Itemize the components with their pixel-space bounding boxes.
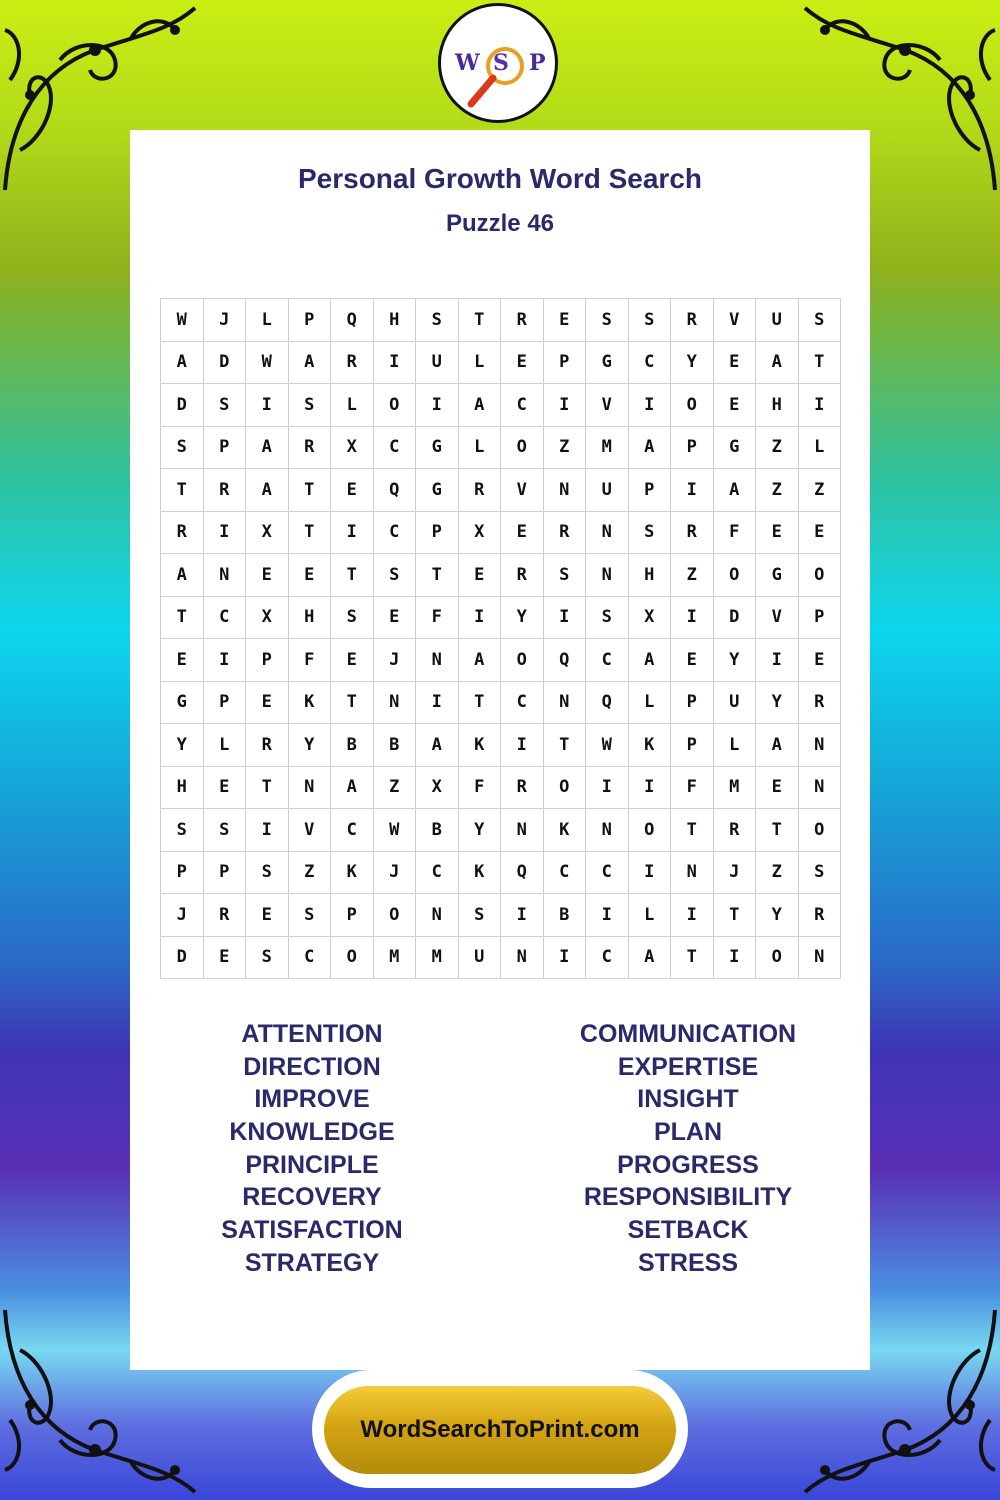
word-item: PRINCIPLE: [245, 1150, 379, 1179]
grid-cell[interactable]: I: [501, 724, 544, 767]
grid-cell[interactable]: Z: [756, 469, 799, 512]
grid-cell[interactable]: T: [289, 469, 332, 512]
grid-cell[interactable]: N: [799, 937, 842, 980]
grid-cell[interactable]: R: [501, 767, 544, 810]
grid-cell[interactable]: R: [204, 469, 247, 512]
grid-cell[interactable]: O: [756, 937, 799, 980]
grid-cell[interactable]: I: [671, 469, 714, 512]
word-item: COMMUNICATION: [579, 1020, 797, 1048]
grid-cell[interactable]: O: [799, 809, 842, 852]
grid-cell[interactable]: S: [459, 894, 502, 937]
grid-cell[interactable]: A: [289, 342, 332, 385]
grid-cell[interactable]: M: [416, 937, 459, 980]
grid-cell[interactable]: R: [671, 512, 714, 555]
grid-cell[interactable]: E: [714, 342, 757, 385]
grid-cell[interactable]: T: [799, 342, 842, 385]
grid-cell[interactable]: I: [799, 384, 842, 427]
grid-cell[interactable]: T: [331, 554, 374, 597]
grid-cell[interactable]: I: [671, 894, 714, 937]
grid-cell[interactable]: E: [374, 597, 417, 640]
grid-cell[interactable]: C: [501, 384, 544, 427]
grid-cell[interactable]: Y: [714, 639, 757, 682]
grid-cell[interactable]: A: [756, 724, 799, 767]
grid-cell[interactable]: W: [586, 724, 629, 767]
grid-cell[interactable]: T: [714, 894, 757, 937]
grid-cell[interactable]: X: [246, 597, 289, 640]
grid-cell[interactable]: T: [544, 724, 587, 767]
grid-cell[interactable]: C: [374, 427, 417, 470]
grid-cell[interactable]: G: [756, 554, 799, 597]
grid-cell[interactable]: C: [416, 852, 459, 895]
grid-cell[interactable]: B: [416, 809, 459, 852]
word-item: PROGRESS: [617, 1150, 759, 1179]
grid-cell[interactable]: H: [374, 299, 417, 342]
grid-cell[interactable]: A: [331, 767, 374, 810]
letter-grid[interactable]: [160, 298, 841, 979]
grid-cell[interactable]: I: [714, 937, 757, 980]
grid-cell[interactable]: D: [204, 342, 247, 385]
grid-cell[interactable]: V: [501, 469, 544, 512]
wsp-logo[interactable]: [438, 3, 558, 123]
magnifier-icon: [463, 36, 543, 116]
grid-cell[interactable]: R: [799, 682, 842, 725]
grid-cell[interactable]: Y: [459, 809, 502, 852]
grid-cell[interactable]: S: [331, 597, 374, 640]
grid-cell[interactable]: J: [204, 299, 247, 342]
grid-cell[interactable]: E: [756, 512, 799, 555]
grid-cell[interactable]: P: [289, 299, 332, 342]
grid-cell[interactable]: A: [629, 427, 672, 470]
grid-cell[interactable]: M: [714, 767, 757, 810]
grid-cell[interactable]: I: [374, 342, 417, 385]
grid-cell[interactable]: T: [416, 554, 459, 597]
grid-cell[interactable]: S: [374, 554, 417, 597]
page-title: Personal Growth Word Search: [297, 163, 703, 194]
grid-cell[interactable]: N: [204, 554, 247, 597]
grid-cell[interactable]: N: [501, 937, 544, 980]
grid-cell[interactable]: H: [629, 554, 672, 597]
grid-cell[interactable]: K: [629, 724, 672, 767]
word-item: STRESS: [637, 1248, 739, 1277]
grid-cell[interactable]: N: [586, 554, 629, 597]
grid-cell[interactable]: T: [671, 937, 714, 980]
grid-cell[interactable]: C: [586, 639, 629, 682]
grid-cell[interactable]: A: [246, 469, 289, 512]
grid-cell[interactable]: P: [671, 724, 714, 767]
grid-cell[interactable]: A: [459, 384, 502, 427]
grid-cell[interactable]: T: [756, 809, 799, 852]
grid-cell[interactable]: I: [629, 852, 672, 895]
grid-cell[interactable]: Q: [374, 469, 417, 512]
grid-cell[interactable]: I: [204, 639, 247, 682]
grid-cell[interactable]: I: [629, 384, 672, 427]
grid-cell[interactable]: S: [289, 384, 332, 427]
grid-cell[interactable]: S: [204, 384, 247, 427]
grid-cell[interactable]: W: [374, 809, 417, 852]
grid-cell[interactable]: Z: [544, 427, 587, 470]
grid-cell[interactable]: P: [671, 427, 714, 470]
grid-cell[interactable]: A: [629, 937, 672, 980]
word-item: ATTENTION: [241, 1020, 383, 1048]
grid-cell[interactable]: A: [714, 469, 757, 512]
grid-cell[interactable]: E: [799, 639, 842, 682]
grid-cell[interactable]: O: [671, 384, 714, 427]
grid-cell[interactable]: E: [246, 894, 289, 937]
grid-cell[interactable]: I: [416, 384, 459, 427]
grid-cell[interactable]: E: [756, 767, 799, 810]
grid-cell[interactable]: L: [204, 724, 247, 767]
grid-cell[interactable]: E: [204, 767, 247, 810]
grid-cell[interactable]: I: [544, 597, 587, 640]
grid-cell[interactable]: N: [289, 767, 332, 810]
grid-cell[interactable]: R: [161, 512, 204, 555]
grid-cell[interactable]: H: [161, 767, 204, 810]
grid-cell[interactable]: R: [544, 512, 587, 555]
grid-cell[interactable]: I: [629, 767, 672, 810]
grid-cell[interactable]: E: [331, 639, 374, 682]
grid-cell[interactable]: T: [246, 767, 289, 810]
grid-cell[interactable]: N: [671, 852, 714, 895]
grid-cell[interactable]: P: [544, 342, 587, 385]
word-list-left-column: [162, 1018, 462, 1280]
grid-cell[interactable]: J: [161, 894, 204, 937]
grid-cell[interactable]: C: [544, 852, 587, 895]
word-item: INSIGHT: [637, 1085, 739, 1114]
grid-cell[interactable]: Z: [671, 554, 714, 597]
grid-cell[interactable]: I: [501, 894, 544, 937]
grid-cell[interactable]: I: [416, 682, 459, 725]
grid-cell[interactable]: E: [714, 384, 757, 427]
grid-cell[interactable]: S: [799, 299, 842, 342]
grid-cell[interactable]: J: [374, 639, 417, 682]
grid-cell[interactable]: Y: [756, 682, 799, 725]
grid-cell[interactable]: Y: [671, 342, 714, 385]
grid-cell[interactable]: P: [204, 427, 247, 470]
grid-cell[interactable]: O: [374, 894, 417, 937]
word-item: DIRECTION: [243, 1052, 381, 1081]
grid-cell[interactable]: P: [161, 852, 204, 895]
logo-letter-s: S: [493, 50, 509, 76]
grid-cell[interactable]: R: [246, 724, 289, 767]
grid-cell[interactable]: F: [714, 512, 757, 555]
grid-cell[interactable]: B: [544, 894, 587, 937]
grid-cell[interactable]: K: [459, 852, 502, 895]
grid-cell[interactable]: G: [161, 682, 204, 725]
grid-cell[interactable]: S: [246, 852, 289, 895]
grid-cell[interactable]: N: [501, 809, 544, 852]
grid-cell[interactable]: X: [331, 427, 374, 470]
grid-cell[interactable]: R: [671, 299, 714, 342]
grid-cell[interactable]: Q: [586, 682, 629, 725]
grid-cell[interactable]: W: [246, 342, 289, 385]
grid-cell[interactable]: Z: [756, 852, 799, 895]
grid-cell[interactable]: I: [246, 809, 289, 852]
grid-cell[interactable]: X: [246, 512, 289, 555]
word-item: PLAN: [653, 1118, 723, 1147]
grid-cell[interactable]: L: [629, 682, 672, 725]
grid-cell[interactable]: R: [331, 342, 374, 385]
grid-cell[interactable]: O: [799, 554, 842, 597]
grid-cell[interactable]: R: [714, 809, 757, 852]
grid-cell[interactable]: C: [586, 937, 629, 980]
grid-cell[interactable]: K: [289, 682, 332, 725]
grid-cell[interactable]: X: [629, 597, 672, 640]
grid-cell[interactable]: M: [586, 427, 629, 470]
grid-cell[interactable]: L: [714, 724, 757, 767]
grid-cell[interactable]: I: [459, 597, 502, 640]
grid-cell[interactable]: Q: [544, 639, 587, 682]
grid-cell[interactable]: O: [544, 767, 587, 810]
grid-cell[interactable]: E: [246, 554, 289, 597]
grid-cell[interactable]: N: [799, 724, 842, 767]
grid-cell[interactable]: P: [331, 894, 374, 937]
grid-cell[interactable]: T: [161, 597, 204, 640]
grid-cell[interactable]: X: [416, 767, 459, 810]
grid-cell[interactable]: R: [799, 894, 842, 937]
grid-cell[interactable]: V: [714, 299, 757, 342]
grid-cell[interactable]: T: [331, 682, 374, 725]
grid-cell[interactable]: S: [416, 299, 459, 342]
grid-cell[interactable]: V: [756, 597, 799, 640]
word-list-right-column: [538, 1018, 838, 1280]
grid-cell[interactable]: O: [501, 639, 544, 682]
grid-cell[interactable]: E: [459, 554, 502, 597]
grid-cell[interactable]: K: [331, 852, 374, 895]
grid-cell[interactable]: S: [161, 809, 204, 852]
grid-cell[interactable]: N: [586, 512, 629, 555]
grid-cell[interactable]: Y: [161, 724, 204, 767]
grid-cell[interactable]: N: [416, 639, 459, 682]
grid-cell[interactable]: D: [714, 597, 757, 640]
grid-cell[interactable]: C: [289, 937, 332, 980]
grid-cell[interactable]: Y: [289, 724, 332, 767]
grid-cell[interactable]: K: [544, 809, 587, 852]
grid-cell[interactable]: N: [374, 682, 417, 725]
grid-cell[interactable]: B: [331, 724, 374, 767]
grid-cell[interactable]: V: [289, 809, 332, 852]
grid-cell[interactable]: L: [459, 342, 502, 385]
grid-cell[interactable]: S: [629, 512, 672, 555]
grid-cell[interactable]: Z: [756, 427, 799, 470]
word-item: STRATEGY: [244, 1248, 380, 1277]
logo-letter-w: W: [455, 50, 480, 76]
grid-cell[interactable]: I: [756, 639, 799, 682]
grid-cell[interactable]: I: [544, 384, 587, 427]
grid-cell[interactable]: Z: [374, 767, 417, 810]
grid-cell[interactable]: C: [629, 342, 672, 385]
grid-cell[interactable]: P: [629, 469, 672, 512]
grid-cell[interactable]: Q: [331, 299, 374, 342]
grid-cell[interactable]: I: [204, 512, 247, 555]
grid-cell[interactable]: I: [586, 894, 629, 937]
grid-cell[interactable]: E: [331, 469, 374, 512]
grid-cell[interactable]: E: [161, 639, 204, 682]
grid-cell[interactable]: A: [161, 554, 204, 597]
grid-cell[interactable]: C: [331, 809, 374, 852]
grid-cell[interactable]: F: [416, 597, 459, 640]
grid-cell[interactable]: A: [246, 427, 289, 470]
grid-cell[interactable]: S: [246, 937, 289, 980]
grid-cell[interactable]: C: [501, 682, 544, 725]
site-link-wrapper: [312, 1370, 688, 1488]
grid-cell[interactable]: H: [756, 384, 799, 427]
grid-cell[interactable]: B: [374, 724, 417, 767]
grid-cell[interactable]: S: [586, 299, 629, 342]
grid-cell[interactable]: A: [161, 342, 204, 385]
grid-cell[interactable]: K: [459, 724, 502, 767]
grid-cell[interactable]: E: [671, 639, 714, 682]
grid-cell[interactable]: L: [331, 384, 374, 427]
grid-cell[interactable]: U: [459, 937, 502, 980]
grid-cell[interactable]: I: [246, 384, 289, 427]
grid-cell[interactable]: O: [501, 427, 544, 470]
grid-cell[interactable]: I: [544, 937, 587, 980]
grid-cell[interactable]: Z: [799, 469, 842, 512]
grid-cell[interactable]: R: [459, 469, 502, 512]
grid-cell[interactable]: G: [416, 427, 459, 470]
grid-cell[interactable]: I: [331, 512, 374, 555]
word-item: EXPERTISE: [617, 1052, 759, 1081]
grid-cell[interactable]: D: [161, 384, 204, 427]
word-item: KNOWLEDGE: [229, 1118, 395, 1147]
logo-letter-p: P: [529, 50, 546, 76]
grid-cell[interactable]: X: [459, 512, 502, 555]
grid-cell[interactable]: O: [714, 554, 757, 597]
grid-cell[interactable]: V: [586, 384, 629, 427]
grid-cell[interactable]: J: [714, 852, 757, 895]
grid-cell[interactable]: N: [799, 767, 842, 810]
grid-cell[interactable]: G: [586, 342, 629, 385]
grid-cell[interactable]: J: [374, 852, 417, 895]
grid-cell[interactable]: Y: [501, 597, 544, 640]
grid-cell[interactable]: E: [501, 512, 544, 555]
grid-cell[interactable]: P: [799, 597, 842, 640]
puzzle-number: Puzzle 46: [445, 210, 555, 237]
word-item: SATISFACTION: [221, 1216, 403, 1245]
grid-cell[interactable]: E: [544, 299, 587, 342]
grid-cell[interactable]: C: [204, 597, 247, 640]
grid-cell[interactable]: S: [289, 894, 332, 937]
grid-cell[interactable]: C: [374, 512, 417, 555]
site-link-button[interactable]: WordSearchToPrint.com: [324, 1386, 676, 1474]
grid-cell[interactable]: T: [671, 809, 714, 852]
grid-cell[interactable]: A: [416, 724, 459, 767]
word-item: RESPONSIBILITY: [583, 1183, 793, 1212]
grid-cell[interactable]: T: [161, 469, 204, 512]
grid-cell[interactable]: S: [544, 554, 587, 597]
grid-cell[interactable]: H: [289, 597, 332, 640]
grid-cell[interactable]: N: [544, 682, 587, 725]
grid-cell[interactable]: Y: [756, 894, 799, 937]
grid-cell[interactable]: P: [204, 852, 247, 895]
grid-cell[interactable]: R: [501, 299, 544, 342]
grid-cell[interactable]: Z: [289, 852, 332, 895]
grid-cell[interactable]: Q: [501, 852, 544, 895]
grid-cell[interactable]: L: [629, 894, 672, 937]
grid-cell[interactable]: A: [756, 342, 799, 385]
grid-cell[interactable]: A: [629, 639, 672, 682]
word-item: IMPROVE: [254, 1085, 370, 1114]
grid-cell[interactable]: P: [204, 682, 247, 725]
grid-cell[interactable]: U: [714, 682, 757, 725]
grid-cell[interactable]: E: [799, 512, 842, 555]
grid-cell[interactable]: R: [501, 554, 544, 597]
grid-cell[interactable]: T: [459, 299, 502, 342]
grid-cell[interactable]: E: [289, 554, 332, 597]
grid-cell[interactable]: P: [671, 682, 714, 725]
grid-cell[interactable]: W: [161, 299, 204, 342]
grid-cell[interactable]: L: [246, 299, 289, 342]
grid-cell[interactable]: U: [756, 299, 799, 342]
word-item: RECOVERY: [242, 1183, 382, 1212]
grid-cell[interactable]: U: [586, 469, 629, 512]
grid-cell[interactable]: U: [416, 342, 459, 385]
grid-cell[interactable]: S: [204, 809, 247, 852]
grid-cell[interactable]: S: [161, 427, 204, 470]
grid-cell[interactable]: O: [374, 384, 417, 427]
grid-cell[interactable]: P: [246, 639, 289, 682]
puzzle-panel: [130, 130, 870, 1370]
grid-cell[interactable]: F: [459, 767, 502, 810]
grid-cell[interactable]: S: [799, 852, 842, 895]
grid-cell[interactable]: M: [374, 937, 417, 980]
grid-cell[interactable]: O: [331, 937, 374, 980]
grid-cell[interactable]: L: [459, 427, 502, 470]
grid-cell[interactable]: G: [714, 427, 757, 470]
grid-cell[interactable]: R: [204, 894, 247, 937]
grid-cell[interactable]: N: [544, 469, 587, 512]
grid-cell[interactable]: O: [629, 809, 672, 852]
grid-cell[interactable]: S: [629, 299, 672, 342]
grid-cell[interactable]: S: [586, 597, 629, 640]
grid-cell[interactable]: F: [289, 639, 332, 682]
grid-cell[interactable]: F: [671, 767, 714, 810]
grid-cell[interactable]: A: [459, 639, 502, 682]
grid-cell[interactable]: E: [246, 682, 289, 725]
grid-cell[interactable]: G: [416, 469, 459, 512]
word-item: SETBACK: [627, 1216, 749, 1245]
grid-cell[interactable]: T: [289, 512, 332, 555]
grid-cell[interactable]: N: [586, 809, 629, 852]
grid-cell[interactable]: L: [799, 427, 842, 470]
grid-cell[interactable]: I: [586, 767, 629, 810]
grid-cell[interactable]: P: [416, 512, 459, 555]
grid-cell[interactable]: D: [161, 937, 204, 980]
grid-cell[interactable]: N: [416, 894, 459, 937]
grid-cell[interactable]: E: [204, 937, 247, 980]
grid-cell[interactable]: R: [289, 427, 332, 470]
grid-cell[interactable]: T: [459, 682, 502, 725]
grid-cell[interactable]: C: [586, 852, 629, 895]
grid-cell[interactable]: E: [501, 342, 544, 385]
grid-cell[interactable]: I: [671, 597, 714, 640]
